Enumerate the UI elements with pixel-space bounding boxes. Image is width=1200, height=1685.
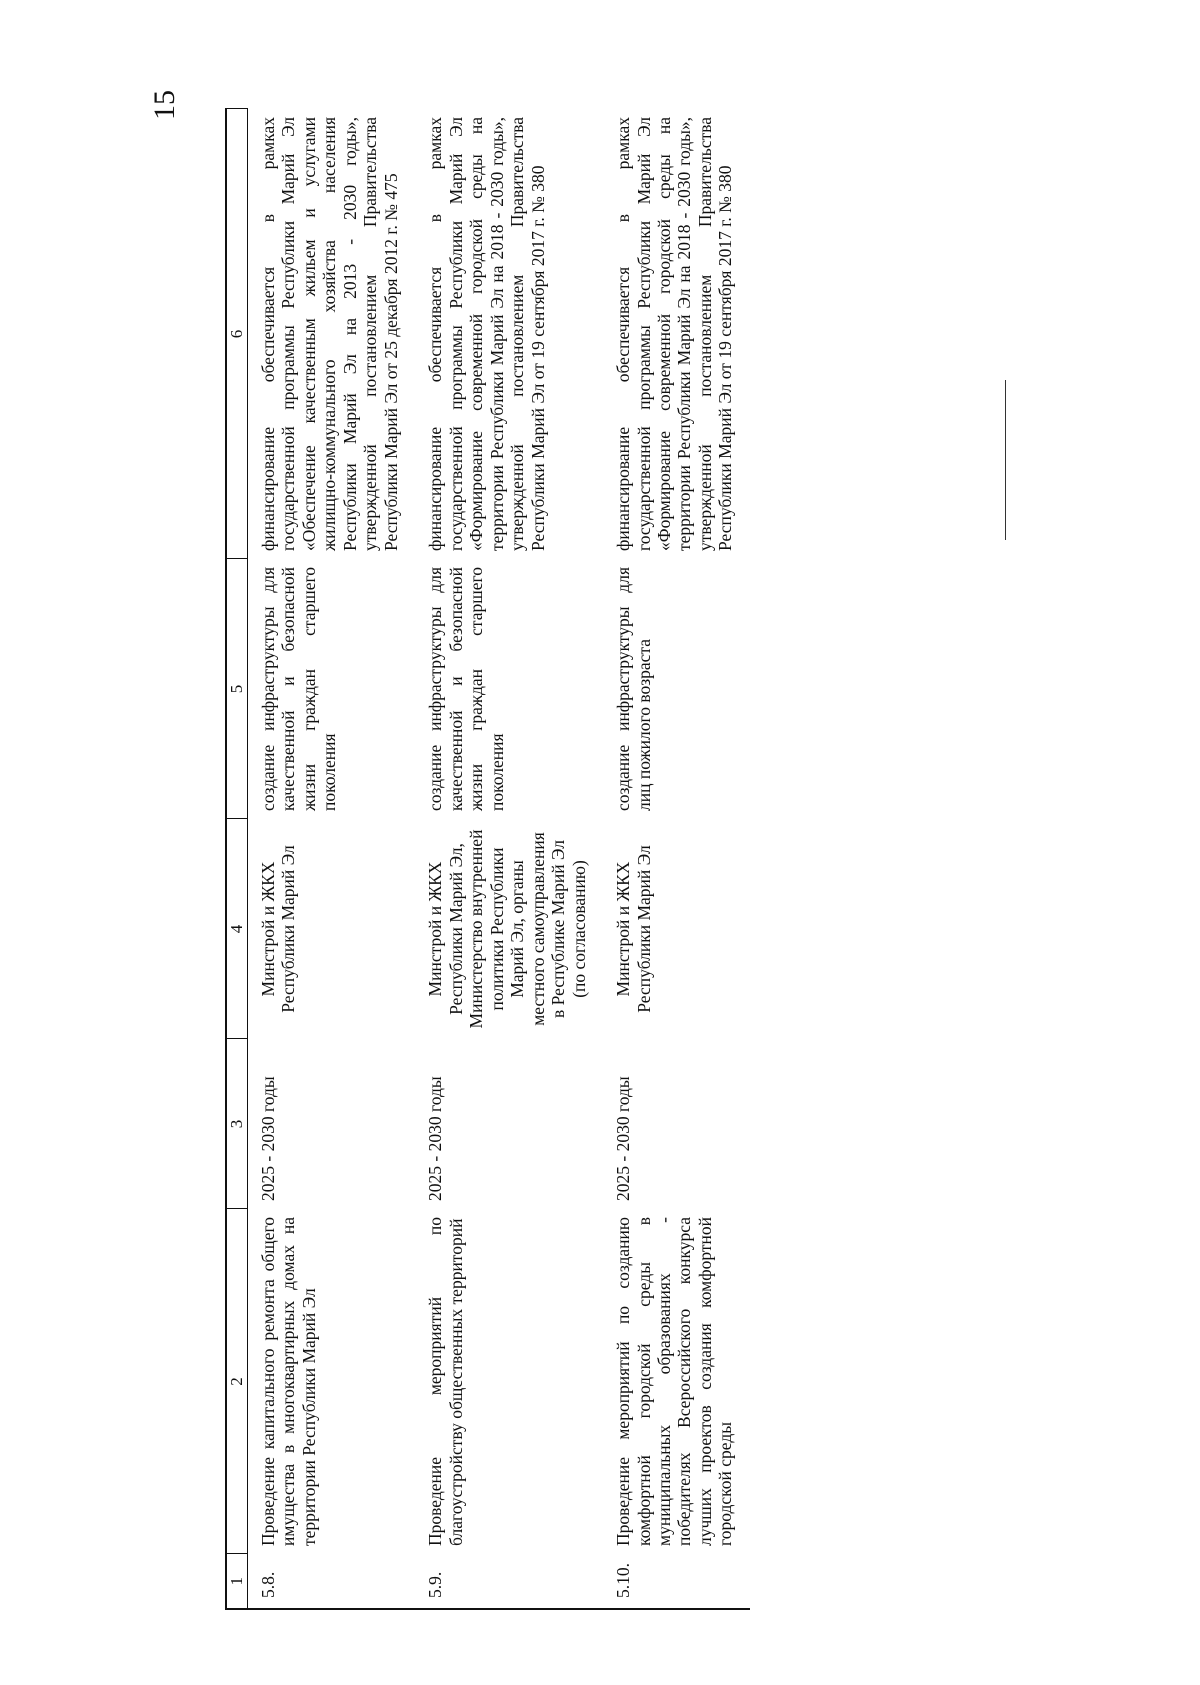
- column-number-row: [226, 109, 248, 1609]
- col-header-6: 6: [226, 109, 248, 559]
- end-of-table-rule: [1005, 380, 1006, 540]
- event-name: Проведение капитального ремонта общего имущества в многоквартирных домах на территории Республики Марий Эл: [258, 1217, 319, 1546]
- executor: Минстрой и ЖКХ Республики Марий Эл: [258, 845, 299, 1013]
- row-number: 5.10.: [603, 1554, 750, 1609]
- expected-result: создание инфраструктуры для качественной и безопасной жизни граждан старшего поколения: [425, 567, 507, 811]
- col-header-5: 5: [226, 559, 248, 819]
- funding-source: финансирование обеспечивается в рамках государственной программы Республики Марий Эл «Формирование современной городской среды на территории Республики Марий Эл на 2018 - 2030 годы», утвержденной постановлением Правительства Республики Марий Эл от 19 сентября 2017 г. № 380: [425, 117, 548, 551]
- event-name: Проведение мероприятий по благоустройству общественных территорий: [425, 1217, 466, 1546]
- col-header-4: 4: [226, 819, 248, 1039]
- executor: Минстрой и ЖКХ Республики Марий Эл, Министерство внутренней политики Республики Марий Эл, органы местного самоуправления в Республике Марий Эл (по согласованию): [425, 829, 589, 1029]
- period: 2025 - 2030 годы: [258, 1076, 278, 1201]
- table-row: [415, 109, 603, 1609]
- table-row: [603, 109, 750, 1609]
- col-header-1: 1: [226, 1554, 248, 1609]
- row-number: 5.8.: [248, 1554, 416, 1609]
- funding-source: финансирование обеспечивается в рамках государственной программы Республики Марий Эл «Формирование современной городской среды на территории Республики Марий Эл на 2018 - 2030 годы», утвержденной постановлением Правительства Республики Марий Эл от 19 сентября 2017 г. № 380: [613, 117, 736, 551]
- event-name: Проведение мероприятий по созданию комфортной городской среды в муниципальных образованиях - победителях Всероссийского конкурса лучших проектов создания комфортной городской среды: [613, 1217, 736, 1546]
- expected-result: создание инфраструктуры для лиц пожилого возраста: [613, 567, 654, 811]
- col-header-2: 2: [226, 1209, 248, 1554]
- page-number: 15: [148, 90, 181, 120]
- expected-result: создание инфраструктуры для качественной и безопасной жизни граждан старшего поколения: [258, 567, 340, 811]
- table-row: [248, 109, 416, 1609]
- rotated-page-content: [225, 110, 955, 1610]
- row-number: 5.9.: [415, 1554, 603, 1609]
- measures-table: [225, 109, 750, 1611]
- col-header-3: 3: [226, 1039, 248, 1209]
- funding-source: финансирование обеспечивается в рамках государственной программы Республики Марий Эл «Обеспечение качественным жильем и услугами жилищно-коммунального хозяйства населения Республики Марий Эл на 2013 - 2030 годы», утвержденной постановлением Правительства Республики Марий Эл от 25 декабря 2012 г. № 475: [258, 117, 401, 551]
- period: 2025 - 2030 годы: [425, 1076, 446, 1201]
- executor: Минстрой и ЖКХ Республики Марий Эл: [613, 845, 654, 1013]
- period: 2025 - 2030 годы: [613, 1076, 634, 1201]
